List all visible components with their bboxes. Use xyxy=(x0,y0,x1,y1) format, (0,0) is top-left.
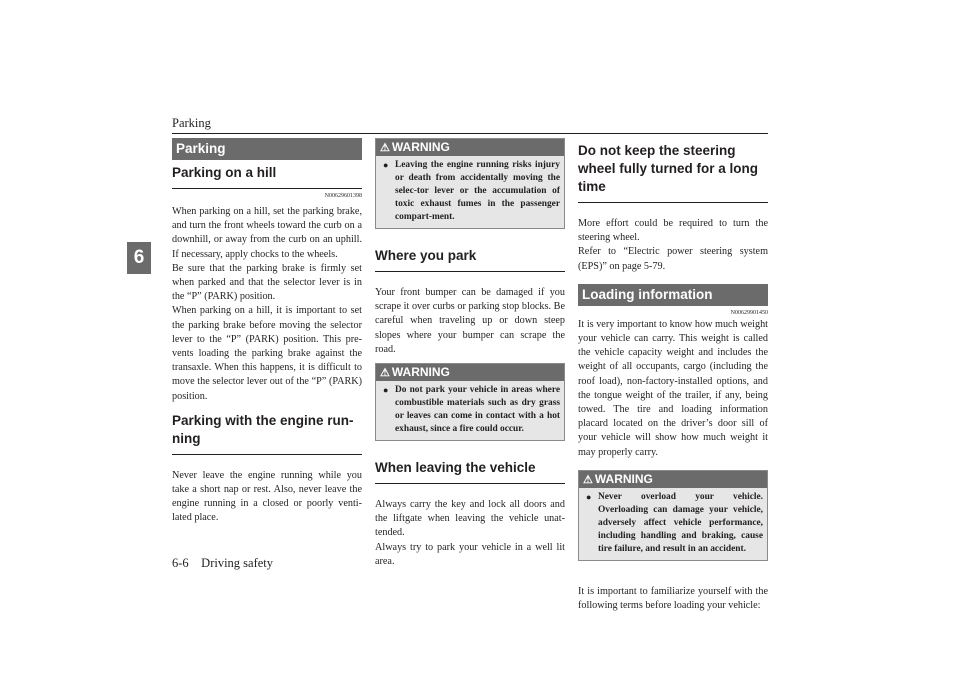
paragraph: When parking on a hill, set the parking brake, and turn the front wheels toward the curb on a downhill, or away from the curb on an uphill. If necessary, apply chocks to the wheels. xyxy=(172,206,362,260)
subheading-leaving-vehicle: When leaving the vehicle xyxy=(375,455,565,484)
warning-header xyxy=(579,471,767,488)
paragraph: When parking on a hill, it is important to set the parking brake before moving the selector lever to the “P” (PARK) position. This pre-vents loading the parking brake against the transaxle. When this happens, it is difficult to move the selector lever out of the “P” (PARK) position. xyxy=(172,305,362,402)
bullet-icon: ● xyxy=(586,491,592,502)
body-text-steering xyxy=(578,217,768,274)
subheading-steering-wheel: Do not keep the steering wheel fully turned for a long time xyxy=(578,138,768,203)
warning-triangle-icon: ⚠ xyxy=(380,142,390,154)
warning-label: WARNING xyxy=(391,140,450,154)
paragraph: Be sure that the parking brake is firmly set when parked and that the selector lever is in the “P” (PARK) position. xyxy=(172,262,362,303)
header-rule xyxy=(172,133,768,134)
bullet-icon: ● xyxy=(383,160,389,170)
warning-body xyxy=(376,381,564,440)
column-1 xyxy=(172,138,362,526)
column-2 xyxy=(375,138,565,569)
warning-box xyxy=(375,363,565,441)
warning-box xyxy=(578,470,768,561)
running-header-title: Parking xyxy=(172,116,211,130)
warning-triangle-icon: ⚠ xyxy=(583,473,593,486)
paragraph: Always carry the key and lock all doors and the liftgate when leaving the vehicle unat-tended. xyxy=(375,499,565,539)
column-3 xyxy=(578,138,768,613)
body-text-loading xyxy=(578,318,768,460)
warning-body xyxy=(376,156,564,228)
bullet-icon: ● xyxy=(383,385,389,396)
paragraph: Always try to park your vehicle in a well lit area. xyxy=(375,541,565,567)
doc-code: N00629601398 xyxy=(324,193,362,199)
body-text-engine-running xyxy=(172,469,362,526)
doc-code: N00629901450 xyxy=(730,309,768,316)
footer-section: Driving safety xyxy=(201,556,274,570)
paragraph: Refer to “Electric power steering system (EPS)” on page 5-79. xyxy=(578,246,768,272)
body-text-hill xyxy=(172,205,362,404)
page-footer xyxy=(172,556,273,571)
section-banner-loading: Loading information xyxy=(578,284,768,306)
body-text-where-you-park xyxy=(375,286,565,357)
body-text-familiarize xyxy=(578,585,768,613)
warning-text: Leaving the engine running risks injury or death from accidentally moving the selec-tor lever or the accumulation of toxic exhaust fumes in the passenger compart-ment. xyxy=(395,160,560,222)
warning-label: WARNING xyxy=(391,365,450,380)
subheading-engine-running: Parking with the engine run-ning xyxy=(172,408,362,455)
paragraph: Your front bumper can be damaged if you scrape it over curbs or parking stop blocks. Be careful when traveling up or down steep slopes where your bumper can scrape the road. xyxy=(375,287,565,355)
warning-triangle-icon: ⚠ xyxy=(380,367,390,380)
warning-text: Do not park your vehicle in areas where combustible materials such as dry grass or leaves can come in contact with a hot exhaust, since a fire could occur. xyxy=(395,385,560,435)
page-number: 6-6 xyxy=(172,556,189,570)
warning-text: Never overload your vehicle. Overloading can damage your vehicle, adversely affect vehicle performance, including handling and braking, cause tire failure, and result in an accident. xyxy=(598,491,763,554)
subheading-where-you-park: Where you park xyxy=(375,243,565,272)
section-banner-parking: Parking xyxy=(172,138,362,160)
warning-header xyxy=(376,364,564,381)
subheading-parking-on-hill: Parking on a hill xyxy=(172,160,362,189)
paragraph: It is important to familiarize yourself with the following terms before loading your vehicle: xyxy=(578,585,768,612)
body-text-leaving-vehicle xyxy=(375,498,565,569)
warning-label: WARNING xyxy=(594,471,653,486)
chapter-tab: 6 xyxy=(127,242,151,274)
paragraph: Never leave the engine running while you take a short nap or rest. Also, never leave the engine running in a closed or poorly venti-lated place. xyxy=(172,469,362,524)
warning-body xyxy=(579,488,767,560)
warning-box xyxy=(375,138,565,229)
warning-header xyxy=(376,139,564,156)
paragraph: More effort could be required to turn the steering wheel. xyxy=(578,218,768,244)
paragraph: It is very important to know how much weight your vehicle can carry. This weight is called the vehicle capacity weight and includes the weight of all occupants, cargo (including the roof load), non-factory-installed options, and the tongue weight of the trailer, if any, being towed. The tire and loading information placard located on the driver’s door sill of your vehicle will show how much weight it may properly carry. xyxy=(578,318,768,458)
